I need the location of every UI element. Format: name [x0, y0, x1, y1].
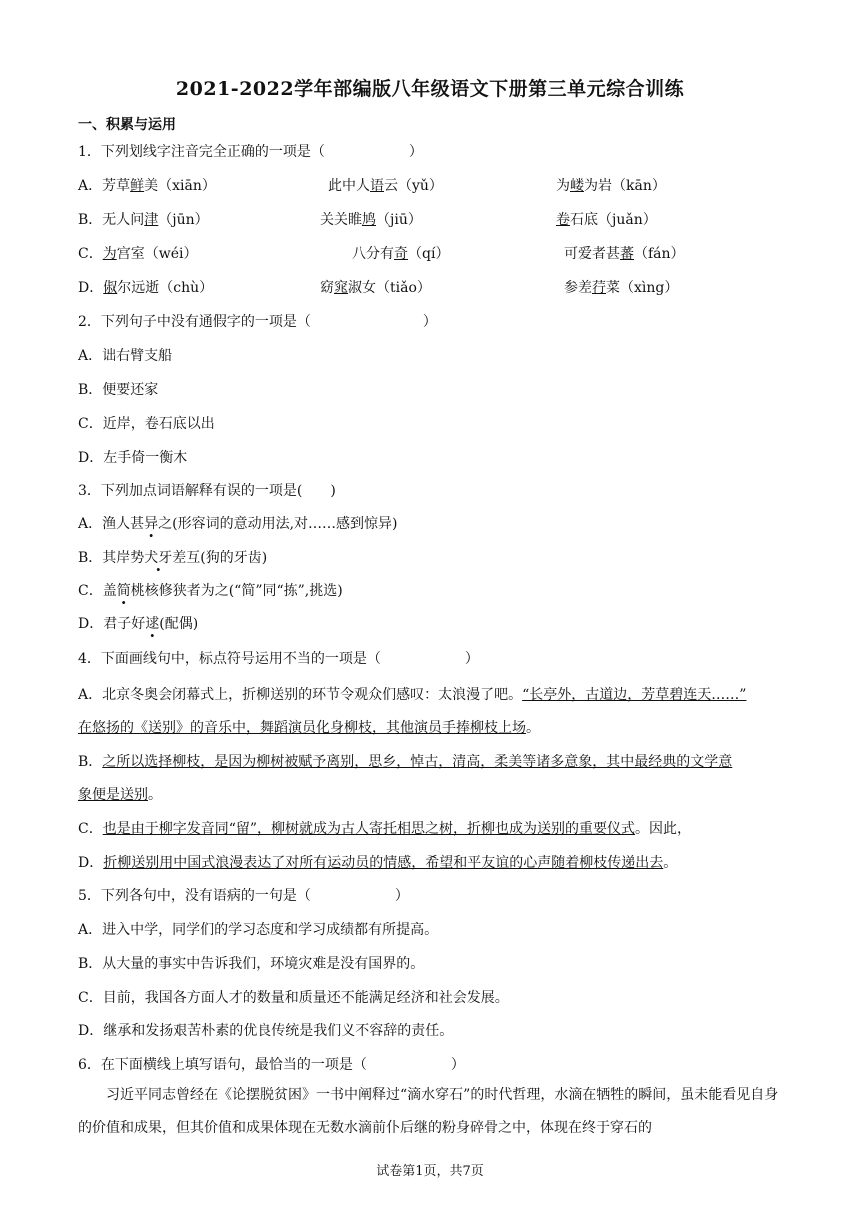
q3-stem: 3．下列加点词语解释有误的一项是( ) — [78, 483, 336, 499]
q4-option-b-line1: B．之所以选择柳枝，是因为柳树被赋予离别，思乡，悼古，清高，柔美等诸多意象，其中最经典的文学意 — [78, 754, 733, 770]
q4-option-a-line2: 在悠扬的《送别》的音乐中，舞蹈演员化身柳枝，其他演员手捧柳枝上场。 — [78, 720, 540, 736]
q1-option-c-item2: 八分有奇（qí） — [352, 246, 450, 262]
q4-stem: 4．下面画线句中，标点符号运用不当的一项是（ ） — [78, 651, 479, 667]
q5-option-d: D．继承和发扬艰苦朴素的优良传统是我们义不容辞的责任。 — [78, 1023, 454, 1039]
q1-option-c: C．为宫室（wéi） — [78, 246, 198, 262]
q1-option-c-item3: 可爱者甚蕃（fán） — [564, 246, 685, 262]
q1-option-d-item3: 参差荇菜（xìng） — [564, 280, 679, 296]
q3-option-b: B．其岸势犬牙差互(狗的牙齿) — [78, 550, 268, 566]
q6-stem: 6．在下面横线上填写语句，最恰当的一项是（ ） — [78, 1057, 465, 1073]
q4-option-b-line2: 象便是送别。 — [78, 787, 162, 803]
q5-option-a: A．进入中学，同学们的学习态度和学习成绩都有所提高。 — [78, 922, 439, 938]
q1-option-a: A．芳草鲜美（xiān） — [78, 178, 216, 194]
q1-option-a-item3: 为嵝为岩（kān） — [556, 178, 666, 194]
q1-option-d-item2: 窈窕淑女（tiǎo） — [320, 280, 431, 296]
q1-option-b-item2: 关关睢鸠（jiū） — [320, 212, 422, 228]
q2-option-d: D．左手倚一衡木 — [78, 450, 188, 466]
q4-option-d: D．折柳送别用中国式浪漫表达了对所有运动员的情感，希望和平友谊的心声随着柳枝传递出去。 — [78, 855, 678, 871]
q1-option-a-item2: 此中人语云（yǔ） — [328, 178, 443, 194]
q3-option-a: A．渔人甚异之(形容词的意动用法,对……感到惊异) — [78, 516, 398, 532]
q6-passage: 习近平同志曾经在《论摆脱贫困》一书中阐释过“滴水穿石”的时代哲理，水滴在牺牲的瞬间，虽未能看见自身的价值和成果，但其价值和成果体现在无数水滴前仆后继的粉身碎骨之中，体现在终于穿石的 — [78, 1087, 779, 1136]
q1-stem: 1．下列划线字注音完全正确的一项是（ ） — [78, 144, 423, 160]
q1-option-b: B．无人问津（jūn） — [78, 212, 209, 228]
q5-option-c: C．目前，我国各方面人才的数量和质量还不能满足经济和社会发展。 — [78, 990, 509, 1006]
q1-option-d: D．俶尔远逝（chù） — [78, 280, 214, 296]
q2-option-b: B．便要还家 — [78, 382, 159, 398]
q2-option-c: C．近岸，卷石底以出 — [78, 416, 215, 432]
page-footer: 试卷第1页，共7页 — [376, 1164, 484, 1179]
q2-stem: 2．下列句子中没有通假字的一项是（ ） — [78, 314, 437, 330]
q4-option-c: C．也是由于柳字发音同“留”，柳树就成为古人寄托相思之树，折柳也成为送别的重要仪式。因此， — [78, 821, 692, 837]
q3-option-c: C．盖简桃核修狭者为之(“简”同“拣”,挑选) — [78, 583, 343, 599]
q5-stem: 5．下列各句中，没有语病的一句是（ ） — [78, 888, 409, 904]
q5-option-b: B．从大量的事实中告诉我们，环境灾难是没有国界的。 — [78, 956, 425, 972]
section-heading: 一、积累与运用 — [78, 117, 176, 133]
q2-option-a: A．诎右臂支船 — [78, 348, 173, 364]
q3-option-d: D．君子好逑(配偶) — [78, 616, 199, 632]
page-title: 2021-2022学年部编版八年级语文下册第三单元综合训练 — [175, 78, 685, 100]
q1-option-b-item3: 卷石底（juǎn） — [556, 212, 657, 228]
q4-option-a-line1: A．北京冬奥会闭幕式上，折柳送别的环节令观众们感叹：太浪漫了吧。“长亭外，古道边，芳草碧连天……” — [78, 687, 747, 703]
